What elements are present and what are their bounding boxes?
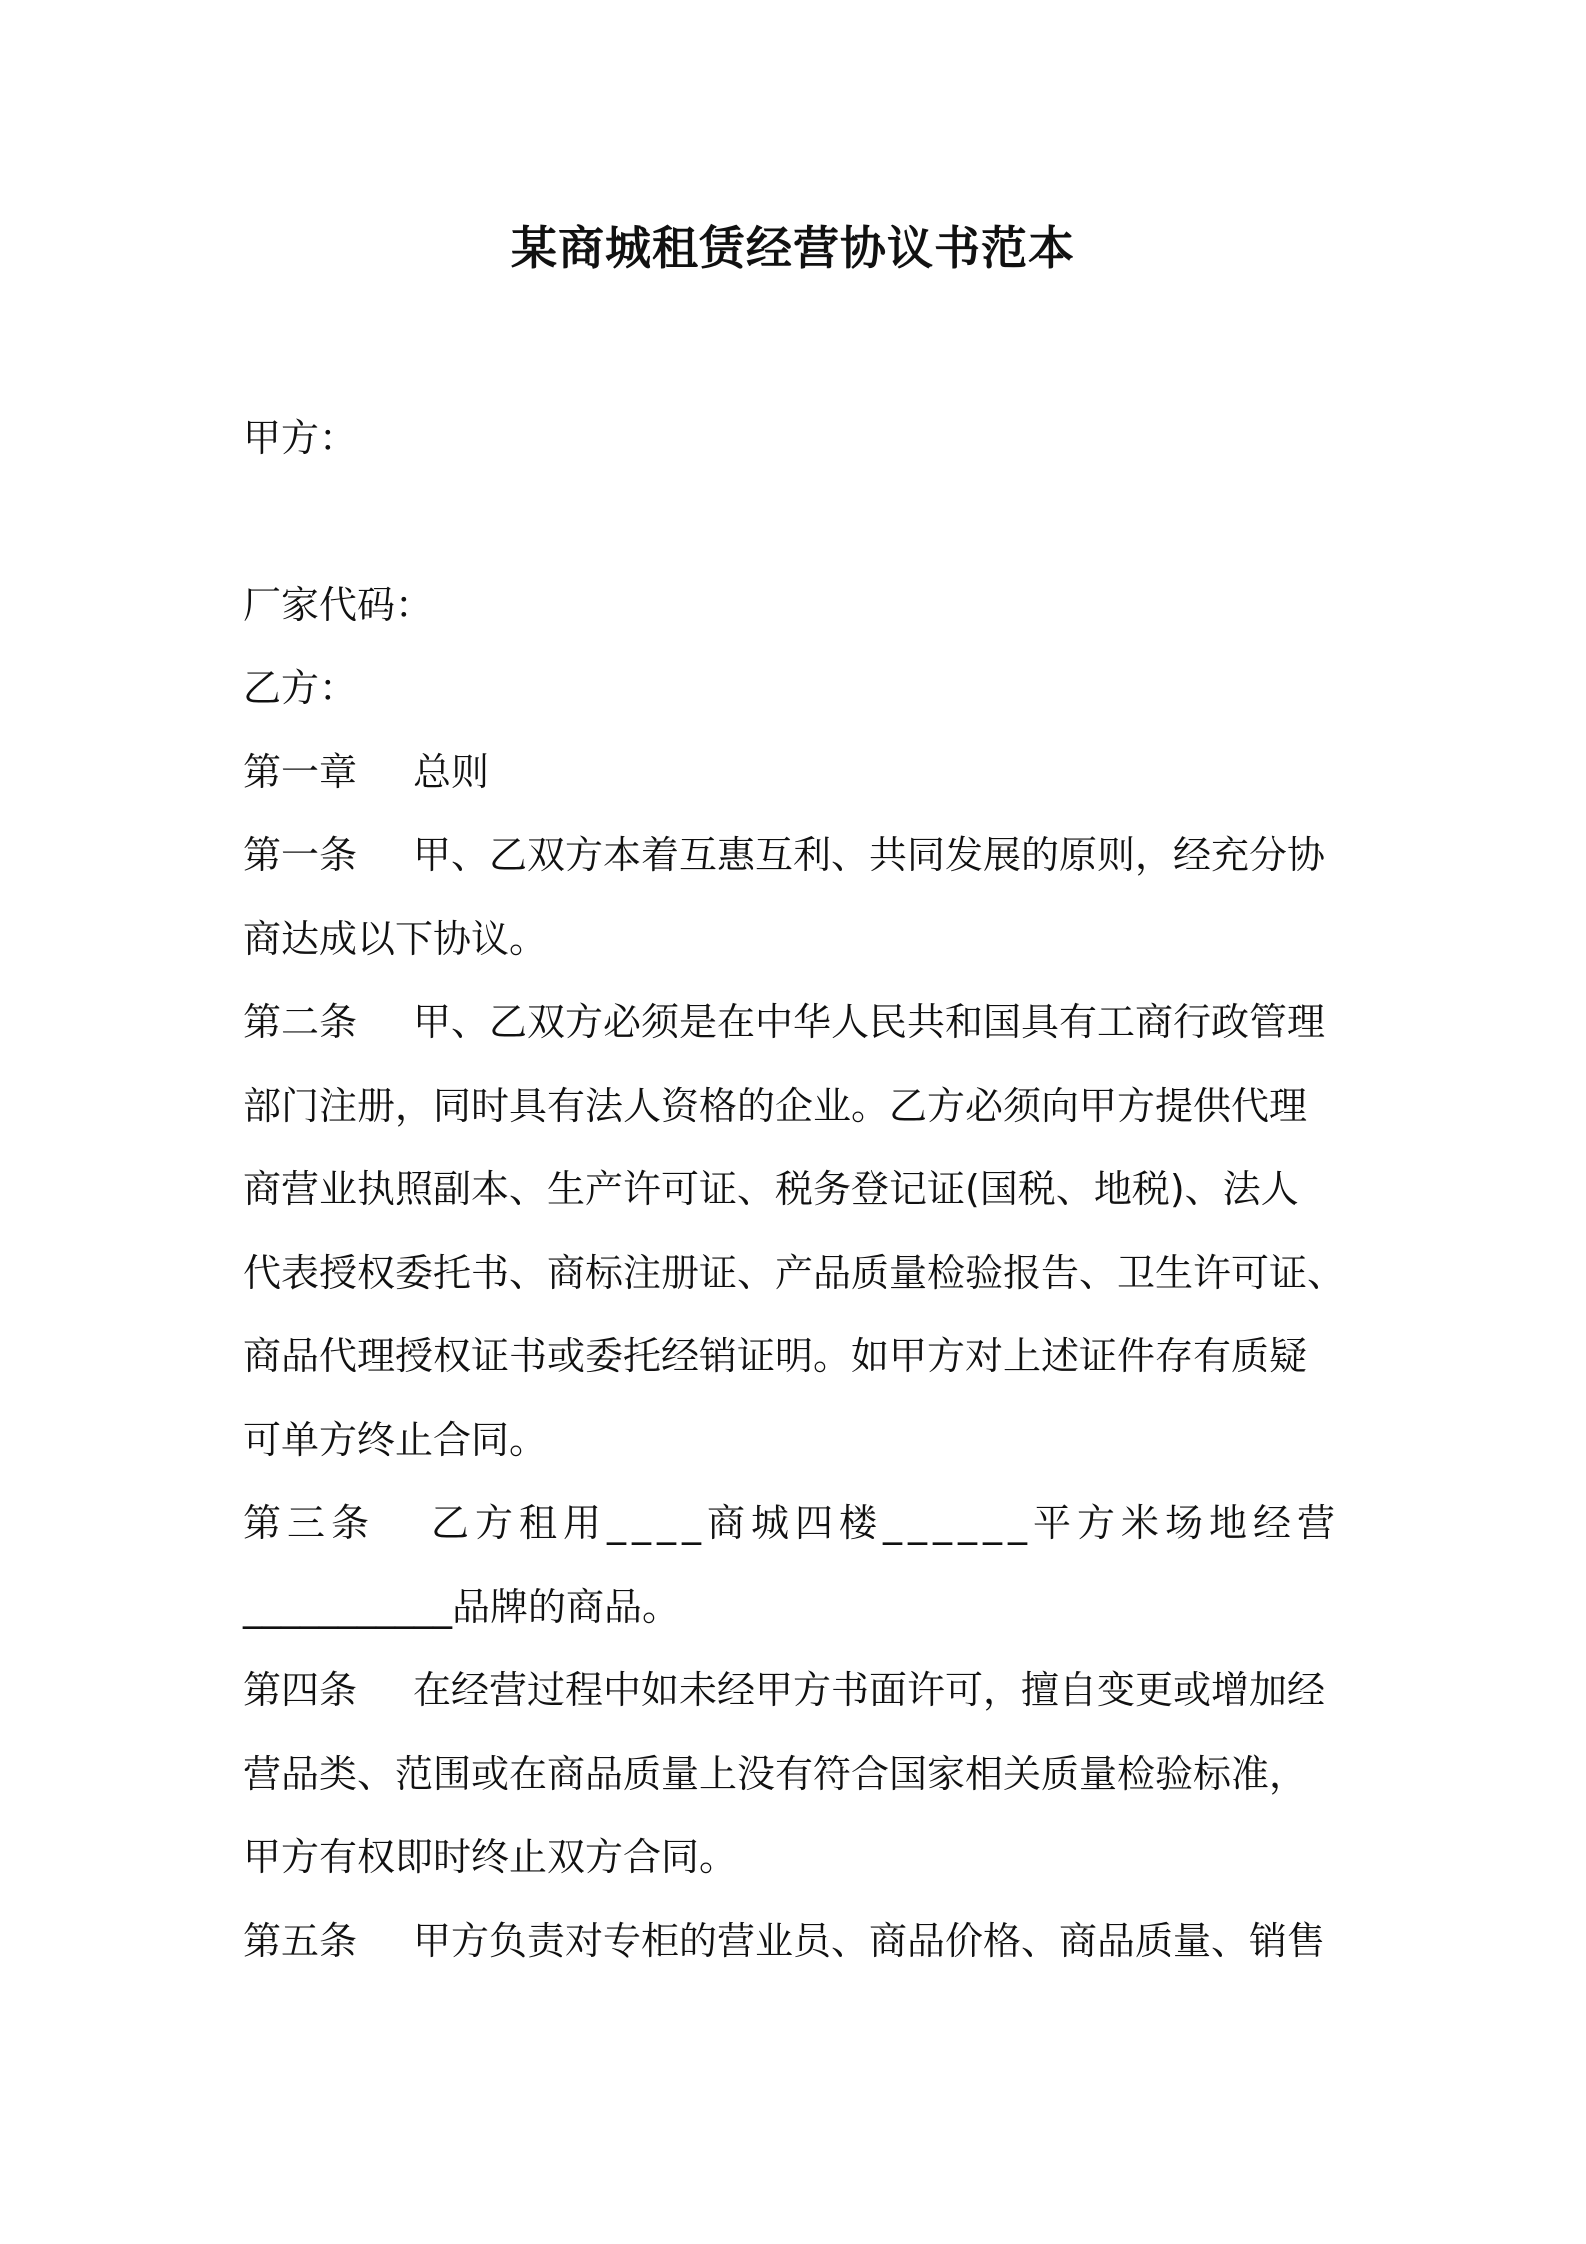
article-1-number: 第一条	[243, 833, 358, 877]
article-1-text: 甲、乙双方本着互惠互利、共同发展的原则，经充分协	[413, 833, 1326, 877]
article-4-line-2: 营品类、范围或在商品质量上没有符合国家相关质量检验标准，	[243, 1752, 1308, 1796]
manufacturer-code-label: 厂家代码：	[243, 583, 434, 627]
article-4-text: 在经营过程中如未经甲方书面许可，擅自变更或增加经	[413, 1668, 1326, 1712]
article-3-line-2: ___________品牌的商品。	[243, 1585, 681, 1629]
article-5-line-1	[243, 1916, 1353, 1966]
article-2-text: 甲、乙双方必须是在中华人民共和国具有工商行政管理	[413, 1000, 1326, 1044]
article-2-line-5: 商品代理授权证书或委托经销证明。如甲方对上述证件存有质疑	[243, 1334, 1308, 1378]
article-1-line-2: 商达成以下协议。	[243, 917, 548, 961]
party-b-label: 乙方：	[243, 666, 358, 710]
article-5-text: 甲方负责对专柜的营业员、商品价格、商品质量、销售	[413, 1919, 1326, 1963]
article-3-text: 乙方租用____商城四楼______平方米场地经营	[431, 1501, 1342, 1545]
article-5-number: 第五条	[243, 1919, 358, 1963]
article-2-number: 第二条	[243, 1000, 358, 1044]
article-2-line-1	[243, 997, 1353, 1047]
article-3-number: 第三条	[243, 1501, 376, 1545]
article-4-number: 第四条	[243, 1668, 358, 1712]
party-a-label: 甲方：	[243, 416, 358, 460]
article-4-line-3: 甲方有权即时终止双方合同。	[243, 1835, 738, 1879]
chapter-heading	[243, 747, 1353, 797]
document-title: 某商城租赁经营协议书范本	[511, 221, 1075, 275]
article-2-line-2: 部门注册，同时具有法人资格的企业。乙方必须向甲方提供代理	[243, 1084, 1308, 1128]
article-2-line-6: 可单方终止合同。	[243, 1418, 548, 1462]
chapter-number: 第一章	[243, 750, 358, 794]
chapter-title: 总则	[413, 750, 490, 794]
article-3-line-1	[243, 1498, 1353, 1548]
article-2-line-3: 商营业执照副本、生产许可证、税务登记证(国税、地税)、法人	[243, 1167, 1299, 1211]
article-1-line-1	[243, 830, 1353, 880]
article-4-line-1	[243, 1665, 1353, 1715]
article-2-line-4: 代表授权委托书、商标注册证、产品质量检验报告、卫生许可证、	[243, 1251, 1346, 1295]
